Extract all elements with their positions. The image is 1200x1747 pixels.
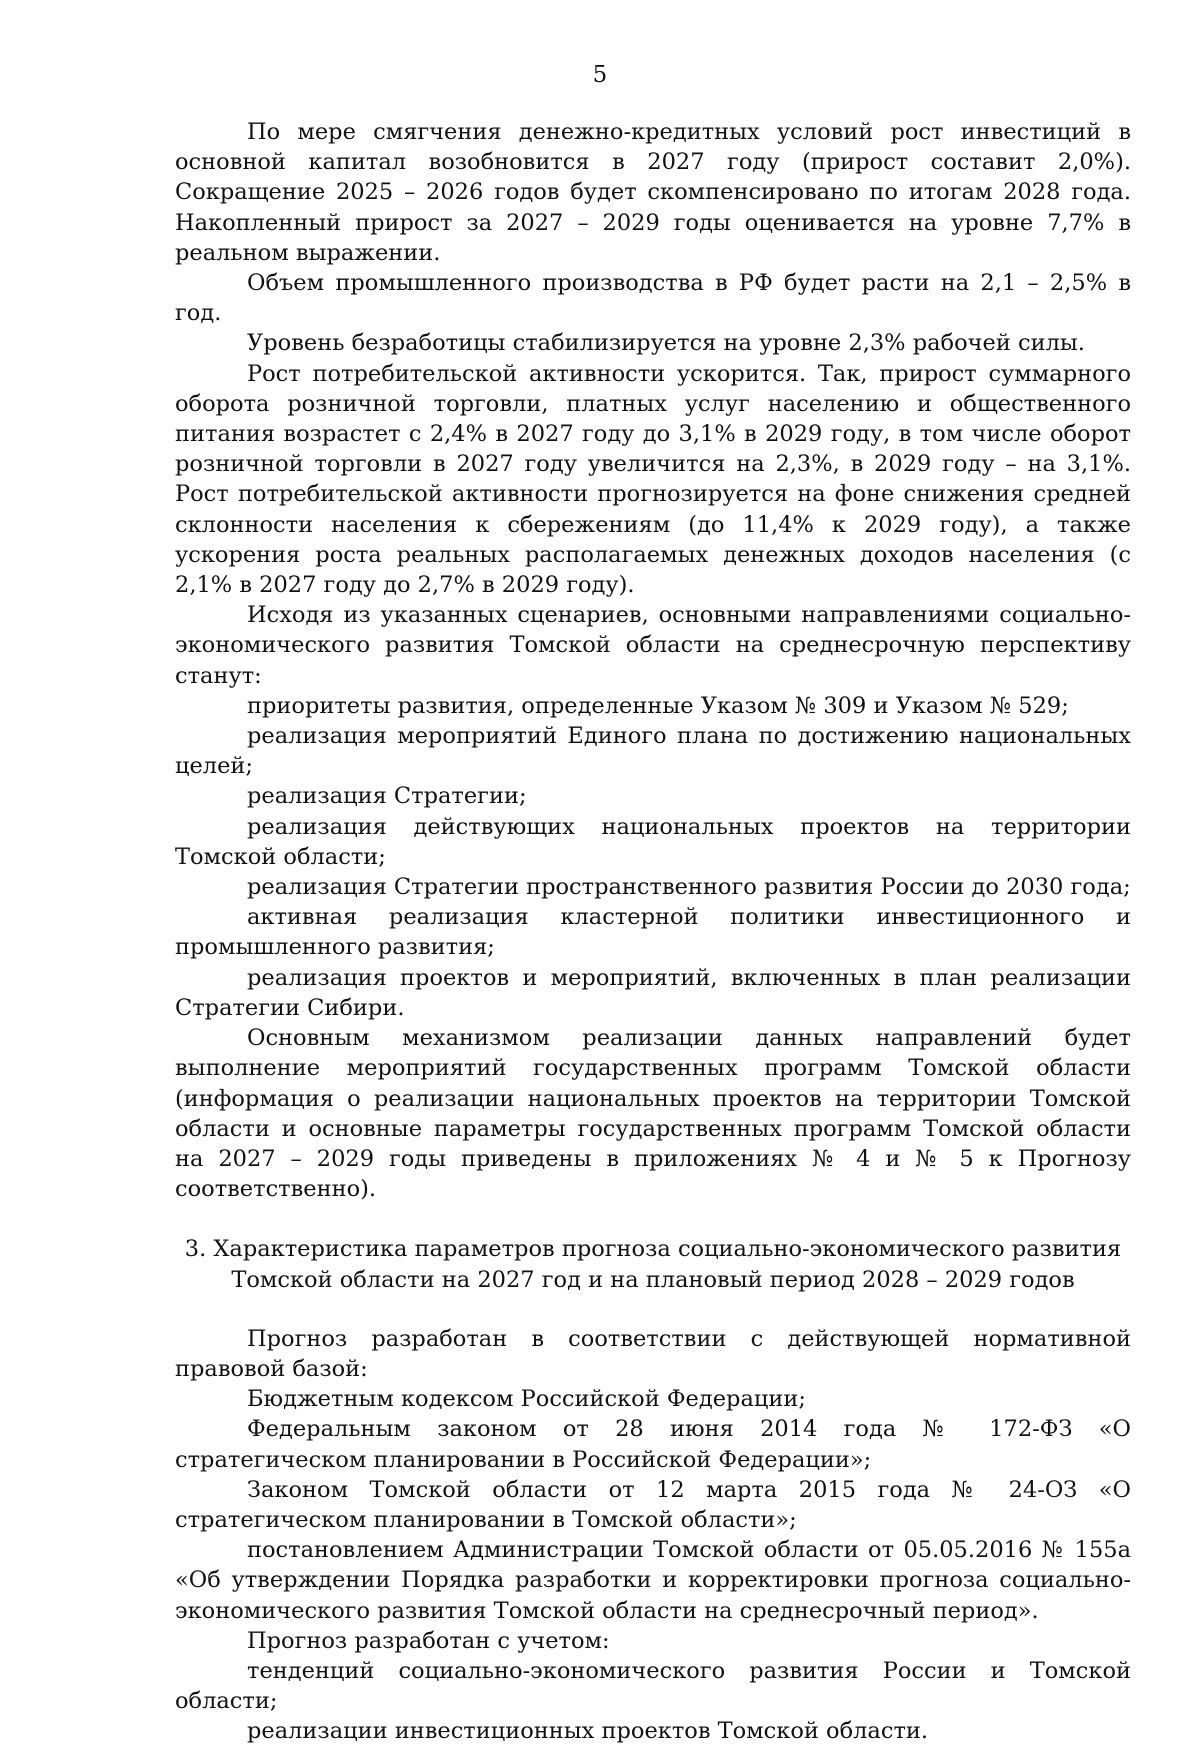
list-item-spatial-strategy: реализация Стратегии пространственного развития России до 2030 года; [247, 874, 1131, 901]
document-body [175, 117, 1131, 1747]
list-item-unified-plan: реализация мероприятий Единого плана по достижению национальных целей; [175, 723, 1131, 780]
paragraph-unemployment: Уровень безработицы стабилизируется на уровне 2,3% рабочей силы. [247, 330, 1085, 357]
paragraph-directions-intro: Исходя из указанных сценариев, основными направлениями социально-экономического развития Томской области на среднесрочную перспективу станут: [175, 602, 1131, 689]
list-item-investment-projects: реализации инвестиционных проектов Томской области. [247, 1718, 929, 1745]
section-heading-line-1: 3. Характеристика параметров прогноза социально-экономического развития [184, 1236, 1122, 1263]
paragraph-investment: По мере смягчения денежно-кредитных условий рост инвестиций в основной капитал возобновится в 2027 году (прирост составит 2,0%). Сокращение 2025 – 2026 годов будет скомпенсировано по итогам 2028 года. Накопленный прирост за 2027 – 2029 годы оценивается на уровне 7,7% в реальном выражении. [175, 119, 1131, 266]
section-heading-line-2: Томской области на 2027 год и на плановый период 2028 – 2029 годов [231, 1266, 1075, 1293]
paragraph-mechanism: Основным механизмом реализации данных направлений будет выполнение мероприятий государственных программ Томской области (информация о реализации национальных проектов на территории Томской области и основные параметры государственных программ Томской области на 2027 – 2029 годы приведены в приложениях № 4 и № 5 к Прогнозу соответственно). [175, 1025, 1131, 1203]
list-item-resolution: постановлением Администрации Томской области от 05.05.2016 № 155а «Об утверждении Порядка разработки и корректировки прогноза социально-экономического развития Томской области на среднесрочный период». [175, 1537, 1131, 1624]
section-heading [175, 1234, 1131, 1294]
paragraph-consumer-activity: Рост потребительской активности ускорится. Так, прирост суммарного оборота розничной торговли, платных услуг населению и общественного питания возрастет с 2,4% в 2027 году до 3,1% в 2029 году, в том числе оборот розничной торговли в 2027 году увеличится на 2,3%, в 2029 году – на 3,1%. Рост потребительской активности прогнозируется на фоне снижения средней склонности населения к сбережениям (до 11,4% к 2029 году), а также ускорения роста реальных располагаемых денежных доходов населения (с 2,1% в 2027 году до 2,7% в 2029 году). [175, 360, 1131, 599]
list-item-priorities: приоритеты развития, определенные Указом № 309 и Указом № 529; [247, 692, 1069, 719]
list-item-national-projects: реализация действующих национальных проектов на территории Томской области; [175, 813, 1131, 870]
list-item-budget-code: Бюджетным кодексом Российской Федерации; [247, 1386, 806, 1413]
paragraph-legal-basis: Прогноз разработан в соответствии с действующей нормативной правовой базой: [175, 1325, 1131, 1382]
list-item-federal-law: Федеральным законом от 28 июня 2014 года № 172-ФЗ «О стратегическом планировании в Российской Федерации»; [175, 1416, 1131, 1473]
list-item-siberia-strategy: реализация проектов и мероприятий, включенных в план реализации Стратегии Сибири. [175, 964, 1131, 1021]
list-item-trends: тенденций социально-экономического развития России и Томской области; [175, 1657, 1131, 1715]
list-item-cluster-policy: активная реализация кластерной политики инвестиционного и промышленного развития; [175, 904, 1131, 961]
paragraph-industry: Объем промышленного производства в РФ будет расти на 2,1 – 2,5% в год. [175, 270, 1131, 327]
list-item-regional-law: Законом Томской области от 12 марта 2015 года № 24-ОЗ «О стратегическом планировании в Томской области»; [175, 1476, 1131, 1533]
list-item-strategy: реализация Стратегии; [247, 783, 527, 810]
page-number: 5 [592, 62, 608, 88]
paragraph-considering: Прогноз разработан с учетом: [247, 1627, 610, 1654]
